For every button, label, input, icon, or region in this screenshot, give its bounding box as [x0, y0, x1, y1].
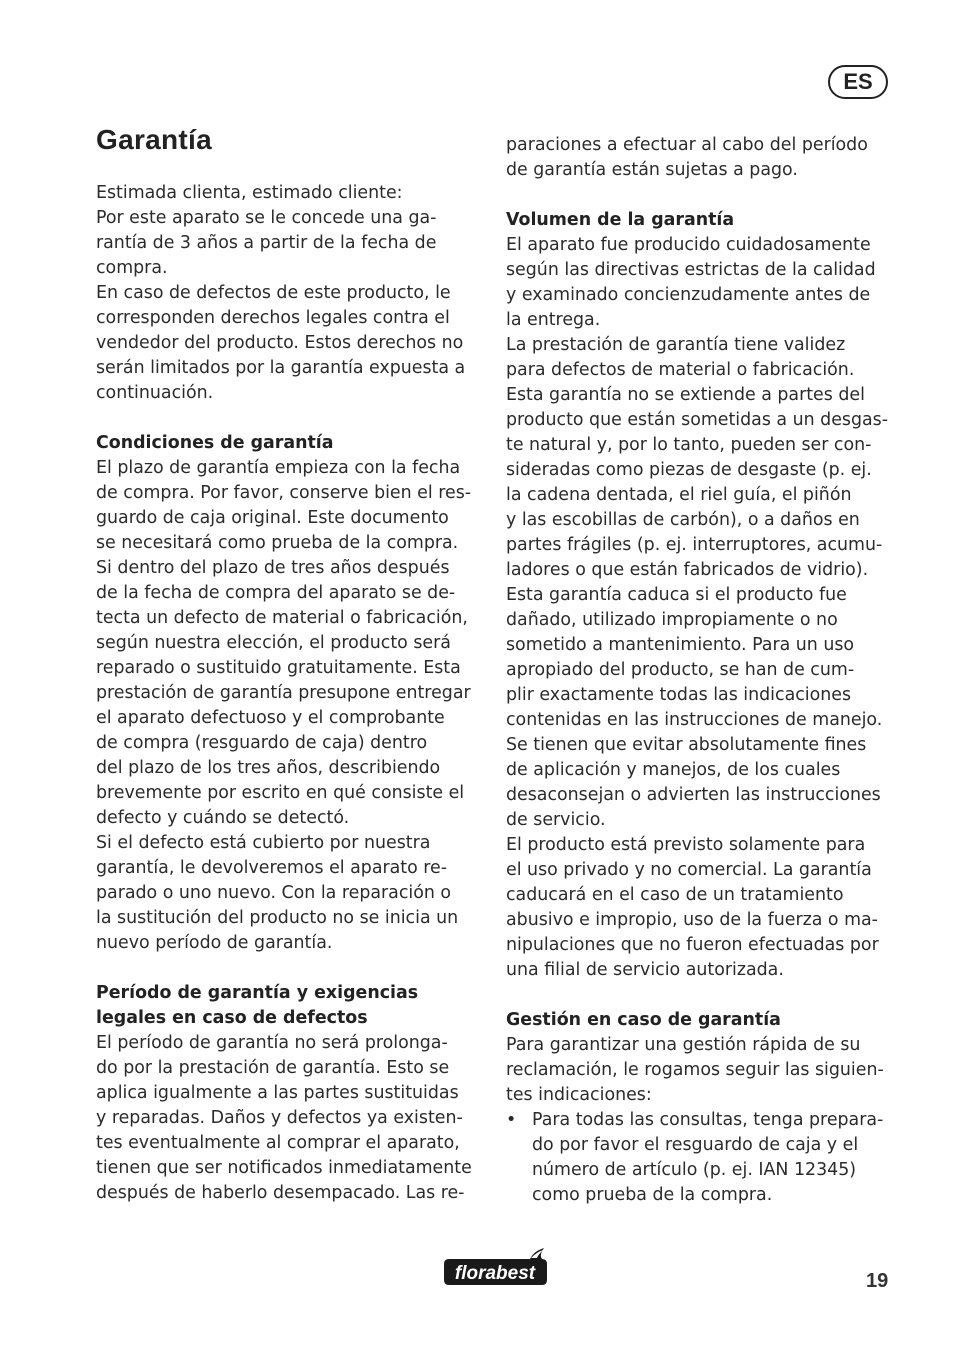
text-line: Si dentro del plazo de tres años después — [96, 558, 450, 578]
text-line: tienen que ser notificados inmediatamente — [96, 1158, 472, 1178]
text-line: abusivo e impropio, uso de la fuerza o ma- — [506, 910, 878, 930]
text-line: Para garantizar una gestión rápida de su — [506, 1035, 861, 1055]
text-line: brevemente por escrito en qué consiste el — [96, 783, 465, 803]
text-line: la cadena dentada, el riel guía, el piñón — [506, 485, 852, 505]
text-line: Por este aparato se le concede una ga- — [96, 208, 437, 228]
text-line: reparado o sustituido gratuitamente. Esta — [96, 658, 461, 678]
text-line: Esta garantía caduca si el producto fue — [506, 585, 847, 605]
text-line: la entrega. — [506, 310, 601, 330]
scope-paragraph — [506, 233, 902, 983]
text-line: aplica igualmente a las partes sustituidas — [96, 1083, 459, 1103]
text-line: Período de garantía y exigencias — [96, 983, 419, 1003]
florabest-logo — [438, 1244, 552, 1290]
text-line: ladores o que están fabricados de vidrio). — [506, 560, 869, 580]
text-line: tes eventualmente al comprar el aparato, — [96, 1133, 460, 1153]
text-line: compra. — [96, 258, 168, 278]
right-column — [506, 133, 902, 1208]
bullet-dot: • — [506, 1110, 517, 1130]
text-line: La prestación de garantía tiene validez — [506, 335, 846, 355]
text-line: de compra (resguardo de caja) dentro — [96, 733, 428, 753]
text-line: El plazo de garantía empieza con la fecha — [96, 458, 461, 478]
continuation-paragraph — [506, 133, 902, 183]
text-line: tecta un defecto de material o fabricación, — [96, 608, 468, 628]
text-line: Estimada clienta, estimado cliente: — [96, 183, 403, 203]
text-line: el aparato defectuoso y el comprobante — [96, 708, 445, 728]
logo-text: florabest — [454, 1263, 536, 1284]
text-line: contenidas en las instrucciones de manejo. — [506, 710, 883, 730]
conditions-heading: Condiciones de garantía — [96, 433, 334, 453]
text-line: tes indicaciones: — [506, 1085, 652, 1105]
left-column — [96, 181, 492, 1206]
text-line: corresponden derechos legales contra el — [96, 308, 450, 328]
language-badge: ES — [828, 65, 888, 99]
text-line: vendedor del producto. Estos derechos no — [96, 333, 464, 353]
text-line: producto que están sometidas a un desgas- — [506, 410, 888, 430]
text-line: el uso privado y no comercial. La garantía — [506, 860, 872, 880]
conditions-paragraph — [96, 456, 492, 956]
text-line: reclamación, le rogamos seguir las siguien- — [506, 1060, 884, 1080]
bullet-item — [506, 1108, 902, 1208]
text-line: de compra. Por favor, conserve bien el res- — [96, 483, 472, 503]
text-line: do por favor el resguardo de caja y el — [532, 1135, 859, 1155]
text-line: dañado, utilizado impropiamente o no — [506, 610, 838, 630]
text-line: de aplicación y manejos, de los cuales — [506, 760, 841, 780]
text-line: y examinado concienzudamente antes de — [506, 285, 871, 305]
text-line: caducará en el caso de un tratamiento — [506, 885, 844, 905]
text-line: Se tienen que evitar absolutamente fines — [506, 735, 867, 755]
text-line: continuación. — [96, 383, 214, 403]
text-line: de servicio. — [506, 810, 606, 830]
text-line: desaconsejan o advierten las instrucciones — [506, 785, 881, 805]
text-line: la sustitución del producto no se inicia un — [96, 908, 459, 928]
text-line: defecto y cuándo se detectó. — [96, 808, 350, 828]
period-heading — [96, 981, 492, 1031]
text-line: número de artículo (p. ej. IAN 12345) — [532, 1160, 857, 1180]
page-number: 19 — [866, 1270, 889, 1292]
text-line: nipulaciones que no fueron efectuadas por — [506, 935, 879, 955]
handling-paragraph — [506, 1033, 902, 1108]
text-line: plir exactamente todas las indicaciones — [506, 685, 852, 705]
text-line: garantía, le devolveremos el aparato re- — [96, 858, 448, 878]
text-line: nuevo período de garantía. — [96, 933, 333, 953]
text-line: serán limitados por la garantía expuesta a — [96, 358, 466, 378]
text-line: sometido a mantenimiento. Para un uso — [506, 635, 855, 655]
text-line: de garantía están sujetas a pago. — [506, 160, 798, 180]
text-line: Si el defecto está cubierto por nuestra — [96, 833, 431, 853]
text-line: prestación de garantía presupone entregar — [96, 683, 471, 703]
text-line: El período de garantía no será prolonga- — [96, 1033, 448, 1053]
text-line: sideradas como piezas de desgaste (p. ej. — [506, 460, 872, 480]
text-line: y reparadas. Daños y defectos ya existen- — [96, 1108, 463, 1128]
text-line: guardo de caja original. Este documento — [96, 508, 449, 528]
text-line: después de haberlo desempacado. Las re- — [96, 1183, 465, 1203]
text-line: de la fecha de compra del aparato se de- — [96, 583, 456, 603]
intro-paragraph — [96, 181, 492, 406]
text-line: apropiado del producto, se han de cum- — [506, 660, 855, 680]
bullet-text — [532, 1108, 902, 1208]
text-line: parado o uno nuevo. Con la reparación o — [96, 883, 452, 903]
text-line: una filial de servicio autorizada. — [506, 960, 784, 980]
text-line: partes frágiles (p. ej. interruptores, acumu- — [506, 535, 883, 555]
text-line: y las escobillas de carbón), o a daños en — [506, 510, 860, 530]
text-line: Esta garantía no se extiende a partes del — [506, 385, 865, 405]
text-line: según las directivas estrictas de la calidad — [506, 260, 876, 280]
text-line: rantía de 3 años a partir de la fecha de — [96, 233, 437, 253]
text-line: legales en caso de defectos — [96, 1008, 368, 1028]
text-line: del plazo de los tres años, describiendo — [96, 758, 441, 778]
text-line: como prueba de la compra. — [532, 1185, 773, 1205]
text-line: El aparato fue producido cuidadosamente — [506, 235, 871, 255]
text-line: se necesitará como prueba de la compra. — [96, 533, 459, 553]
text-line: te natural y, por lo tanto, pueden ser con- — [506, 435, 872, 455]
text-line: paraciones a efectuar al cabo del período — [506, 135, 868, 155]
text-line: Para todas las consultas, tenga prepara- — [532, 1110, 884, 1130]
text-line: do por la prestación de garantía. Esto se — [96, 1058, 450, 1078]
text-line: para defectos de material o fabricación. — [506, 360, 855, 380]
page-title: Garantía — [96, 124, 212, 155]
scope-heading: Volumen de la garantía — [506, 210, 735, 230]
text-line: según nuestra elección, el producto será — [96, 633, 451, 653]
handling-heading: Gestión en caso de garantía — [506, 1010, 781, 1030]
period-paragraph — [96, 1031, 492, 1206]
text-line: El producto está previsto solamente para — [506, 835, 866, 855]
text-line: En caso de defectos de este producto, le — [96, 283, 451, 303]
